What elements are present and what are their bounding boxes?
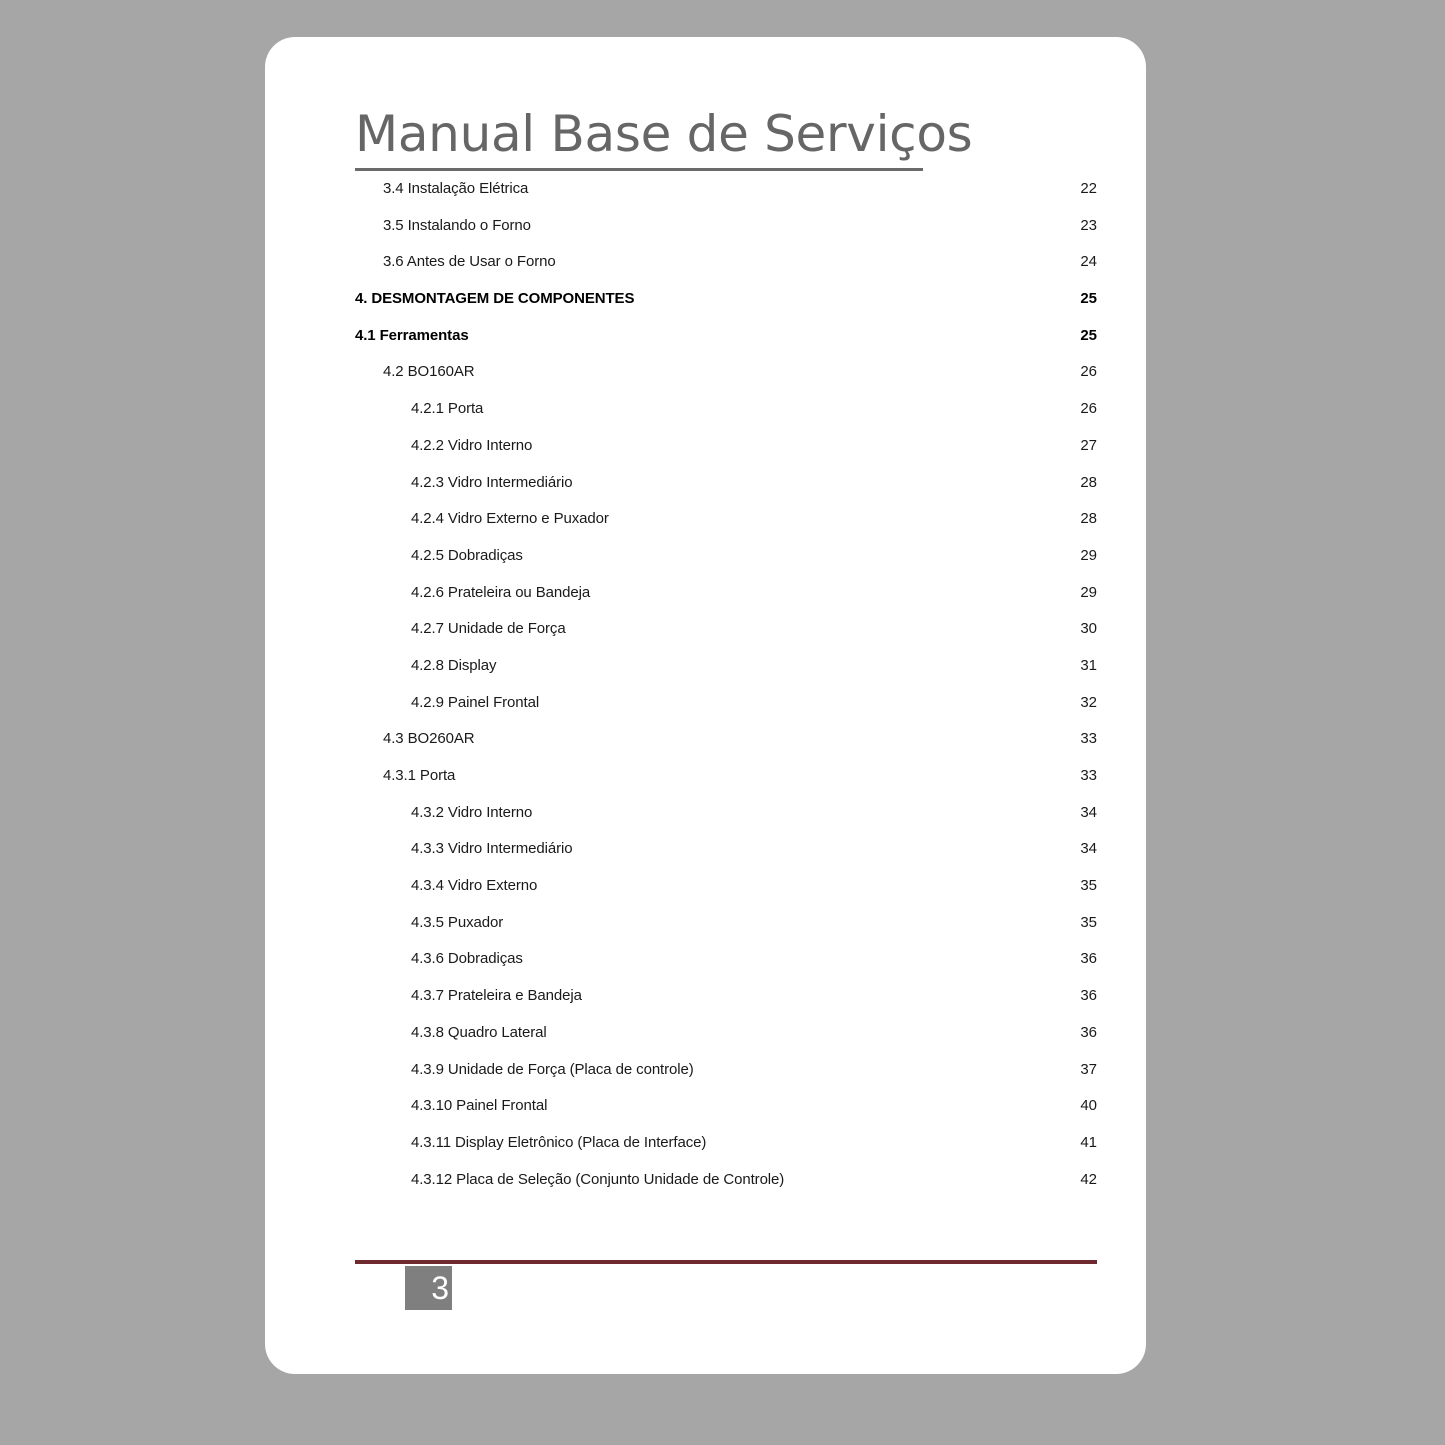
toc-entry-page: 26 (1080, 363, 1097, 381)
toc-entry[interactable] (355, 170, 1097, 207)
toc-entry-page: 24 (1080, 253, 1097, 271)
toc-entry-label: 4.2.7 Unidade de Força (411, 620, 566, 638)
toc-entry-label: 4.3.9 Unidade de Força (Placa de controle) (411, 1060, 694, 1078)
toc-entry[interactable] (355, 1161, 1097, 1198)
toc-entry-page: 35 (1080, 913, 1097, 931)
toc-entry[interactable] (355, 794, 1097, 831)
toc-entry[interactable] (355, 390, 1097, 427)
toc-entry[interactable] (355, 1051, 1097, 1088)
toc-entry[interactable] (355, 867, 1097, 904)
toc-entry[interactable] (355, 500, 1097, 537)
toc-entry[interactable] (355, 317, 1097, 354)
toc-entry-page: 32 (1080, 693, 1097, 711)
toc-entry-page: 36 (1080, 950, 1097, 968)
toc-entry[interactable] (355, 353, 1097, 390)
toc-entry-label: 4.3.10 Painel Frontal (411, 1097, 548, 1115)
toc-entry-page: 33 (1080, 767, 1097, 784)
toc-entry[interactable] (355, 427, 1097, 464)
toc-entry-page: 27 (1080, 436, 1097, 454)
toc-entry[interactable] (355, 977, 1097, 1014)
toc-entry-label: 4.2.8 Display (411, 656, 497, 674)
toc-entry-page: 23 (1080, 216, 1097, 234)
toc-entry-page: 36 (1080, 987, 1097, 1005)
document-page (265, 37, 1146, 1374)
toc-entry-label: 3.5 Instalando o Forno (383, 216, 531, 234)
toc-entry[interactable] (355, 1124, 1097, 1161)
toc-entry-label: 3.4 Instalação Elétrica (383, 180, 529, 197)
toc-entry-label: 4.2.6 Prateleira ou Bandeja (411, 583, 591, 601)
toc-entry-page: 25 (1080, 290, 1097, 308)
toc-entry[interactable] (355, 720, 1097, 757)
toc-entry-label: 4.2.4 Vidro Externo e Puxador (411, 510, 609, 528)
toc-entry[interactable] (355, 684, 1097, 721)
toc-entry-label: 4.3.2 Vidro Interno (411, 803, 533, 821)
toc-entry-label: 4.3.1 Porta (383, 767, 456, 784)
toc-entry-label: 4.2.9 Painel Frontal (411, 693, 540, 711)
toc-entry-label: 4.3 BO260AR (383, 730, 475, 748)
toc-entry-page: 42 (1080, 1170, 1097, 1188)
toc-entry[interactable] (355, 610, 1097, 647)
toc-entry[interactable] (355, 904, 1097, 941)
toc-entry-page: 31 (1080, 656, 1097, 674)
footer-rule (355, 1260, 1097, 1264)
toc-entry[interactable] (355, 537, 1097, 574)
toc-entry-label: 4.3.5 Puxador (411, 913, 504, 931)
toc-entry-label: 4.3.6 Dobradiças (411, 950, 523, 968)
toc-entry-page: 41 (1080, 1133, 1097, 1151)
toc-entry[interactable] (355, 464, 1097, 501)
toc-entry-page: 35 (1080, 877, 1097, 895)
toc-entry-label: 4.2.5 Dobradiças (411, 546, 523, 564)
toc-entry-label: 4.2.3 Vidro Intermediário (411, 473, 573, 491)
toc-entry[interactable] (355, 757, 1097, 794)
toc-entry-page: 28 (1080, 510, 1097, 528)
toc-entry[interactable] (355, 1087, 1097, 1124)
toc-entry[interactable] (355, 280, 1097, 317)
toc-entry-label: 4.2.1 Porta (411, 400, 484, 418)
toc-entry-label: 4.3.8 Quadro Lateral (411, 1023, 547, 1041)
toc-entry-page: 34 (1080, 840, 1097, 858)
toc-entry[interactable] (355, 647, 1097, 684)
toc-entry-page: 37 (1080, 1060, 1097, 1078)
toc-entry-label: 4.2 BO160AR (383, 363, 475, 381)
toc-entry-label: 4.3.3 Vidro Intermediário (411, 840, 573, 858)
toc-entry-page: 29 (1080, 583, 1097, 601)
toc-entry[interactable] (355, 574, 1097, 611)
toc-entry-page: 28 (1080, 473, 1097, 491)
toc-entry-page: 40 (1080, 1097, 1097, 1115)
toc-entry-page: 22 (1080, 180, 1097, 197)
toc-entry-label: 4.3.4 Vidro Externo (411, 877, 538, 895)
toc-entry-label: 3.6 Antes de Usar o Forno (383, 253, 556, 271)
toc-entry-label: 4.3.7 Prateleira e Bandeja (411, 987, 582, 1005)
toc-entry-page: 29 (1080, 546, 1097, 564)
page-title: Manual Base de Serviços (355, 105, 973, 163)
table-of-contents (355, 170, 1097, 1197)
toc-entry-label: 4.3.11 Display Eletrônico (Placa de Interface) (411, 1133, 707, 1151)
toc-entry-page: 30 (1080, 620, 1097, 638)
toc-entry[interactable] (355, 830, 1097, 867)
toc-entry-page: 33 (1080, 730, 1097, 748)
toc-entry-page: 25 (1080, 326, 1097, 344)
toc-entry[interactable] (355, 207, 1097, 244)
toc-entry[interactable] (355, 940, 1097, 977)
toc-entry-page: 26 (1080, 400, 1097, 418)
toc-entry-label: 4. DESMONTAGEM DE COMPONENTES (355, 290, 635, 308)
page-number: 3 (405, 1266, 452, 1310)
toc-entry[interactable] (355, 1014, 1097, 1051)
toc-entry-page: 36 (1080, 1023, 1097, 1041)
toc-entry-page: 34 (1080, 803, 1097, 821)
toc-entry-label: 4.2.2 Vidro Interno (411, 436, 533, 454)
toc-entry-label: 4.1 Ferramentas (355, 326, 469, 344)
toc-entry[interactable] (355, 243, 1097, 280)
toc-entry-label: 4.3.12 Placa de Seleção (Conjunto Unidade de Controle) (411, 1170, 785, 1188)
